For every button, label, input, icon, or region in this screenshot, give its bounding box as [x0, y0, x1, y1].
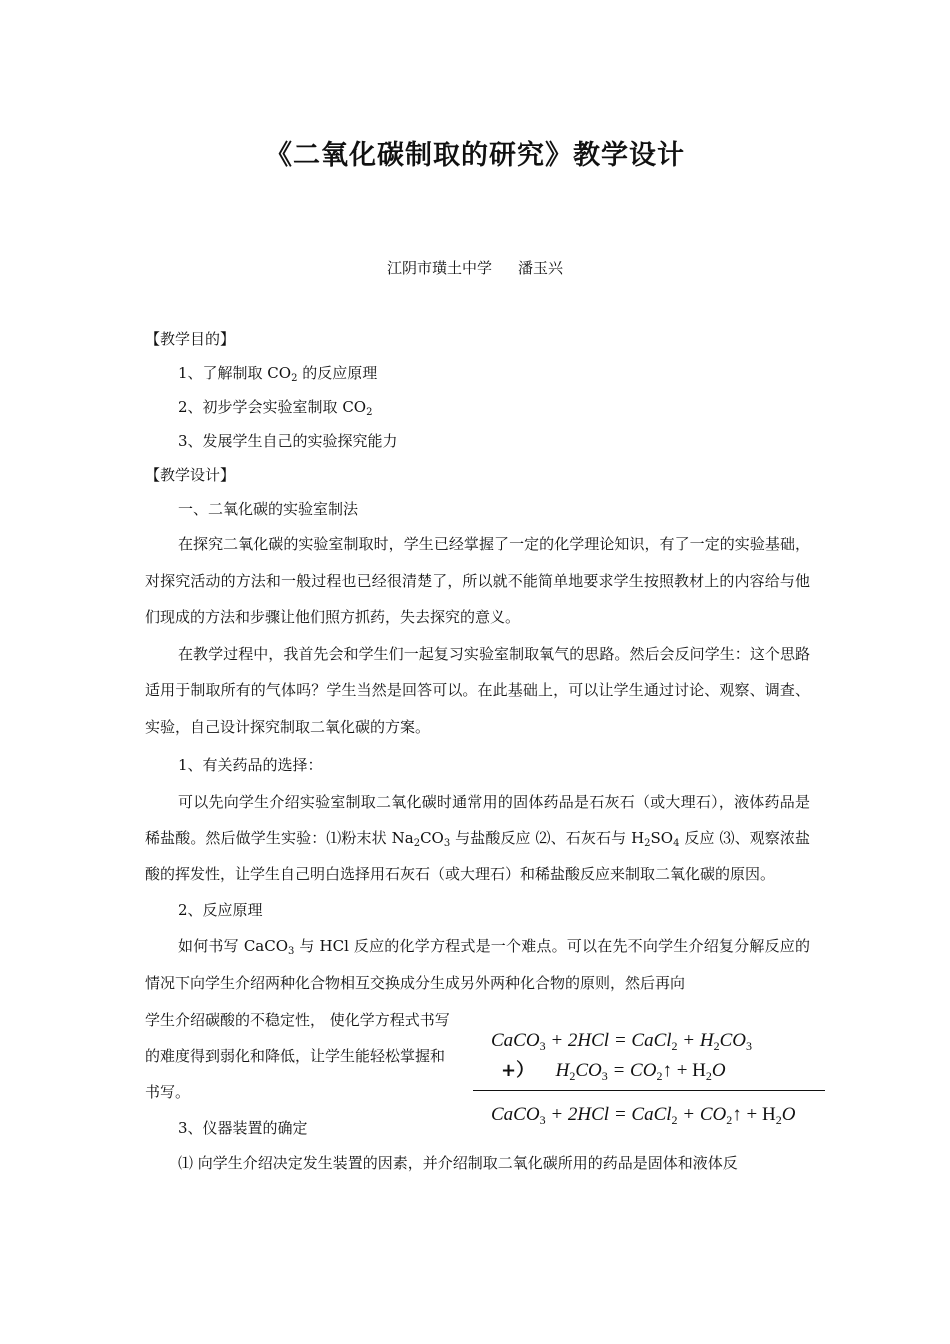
objective-1: 1、了解制取 $CO_2$ 的反应原理 — [178, 364, 378, 384]
equation-row-1: CaCO$_3$ + 2HCl = CaCl$_2$ + $H_2CO_3$ — [491, 1030, 752, 1053]
byline — [0, 257, 950, 278]
subsection-3-heading: 3、仪器装置的确定 — [178, 1118, 308, 1137]
subsection-1-heading: 1、有关药品的选择： — [178, 755, 323, 774]
subsection-2-heading: 2、反应原理 — [178, 901, 263, 920]
heading-objectives: 【教学目的】 — [145, 330, 236, 348]
section-1-heading: 一、二氧化碳的实验室制法 — [178, 500, 359, 518]
plus-sign: +） — [501, 1060, 535, 1081]
document-title: 《二氧化碳制取的研究》教学设计 — [265, 140, 685, 171]
paragraph-5: ⑴ 向学生介绍决定发生装置的因素，并介绍制取二氧化碳所用的药品是固体和液体反 — [178, 1153, 738, 1172]
heading-design: 【教学设计】 — [145, 466, 236, 484]
school-name: 江阴市璜土中学 — [386, 259, 492, 277]
paragraph-3: 可以先向学生介绍实验室制取二氧化碳时通常用的固体药品是石灰石（或大理石），液体药品是稀盐酸。然后做学生实验：⑴粉末状 $Na_2CO_3$ 与盐酸反应 ⑵、石灰石与 $H_2SO_4$ 反应 ⑶、观察浓盐酸的挥发性，让学生自己明白选择用石灰石（或大理石）和稀盐酸反应来制取二氧化碳的原因。 — [145, 792, 811, 884]
chemical-equation-block — [473, 1028, 825, 1138]
objective-2: 2、初步学会实验室制取 $CO_2$ — [178, 398, 373, 418]
equation-sum-rule — [473, 1090, 825, 1091]
author-name: 潘玉兴 — [518, 259, 564, 277]
equation-row-3: CaCO$_3$ + 2HCl = CaCl$_2$ + $CO_2↑ + H_2O$ — [491, 1104, 796, 1127]
objective-3: 3、发展学生自己的实验探究能力 — [178, 432, 398, 450]
equation-row-2: +） $H_2CO_3$ = $CO_2↑ + H_2O$ — [501, 1060, 726, 1083]
paragraph-4-tail: 学生介绍碳酸的不稳定性， 使化学方程式书写的难度得到弱化和降低，让学生能轻松掌握和书写。 — [145, 1010, 450, 1101]
paragraph-1: 在探究二氧化碳的实验室制取时，学生已经掌握了一定的化学理论知识，有了一定的实验基础，对探究活动的方法和一般过程也已经很清楚了，所以就不能简单地要求学生按照教材上的内容给与他们现成的方法和步骤让他们照方抓药，失去探究的意义。 — [145, 535, 810, 627]
paragraph-2: 在教学过程中，我首先会和学生们一起复习实验室制取氧气的思路。然后会反问学生：这个思路适用于制取所有的气体吗？学生当然是回答可以。在此基础上，可以让学生通过讨论、观察、调查、实验，自己设计探究制取二氧化碳的方案。 — [145, 644, 810, 736]
paragraph-4: 如何书写 CaCO$_3$ 与 HCl 反应的化学方程式是一个难点。可以在先不向学生介绍复分解反应的情况下向学生介绍两种化合物相互交换成分生成另外两种化合物的原则，然后再向 — [145, 937, 810, 993]
